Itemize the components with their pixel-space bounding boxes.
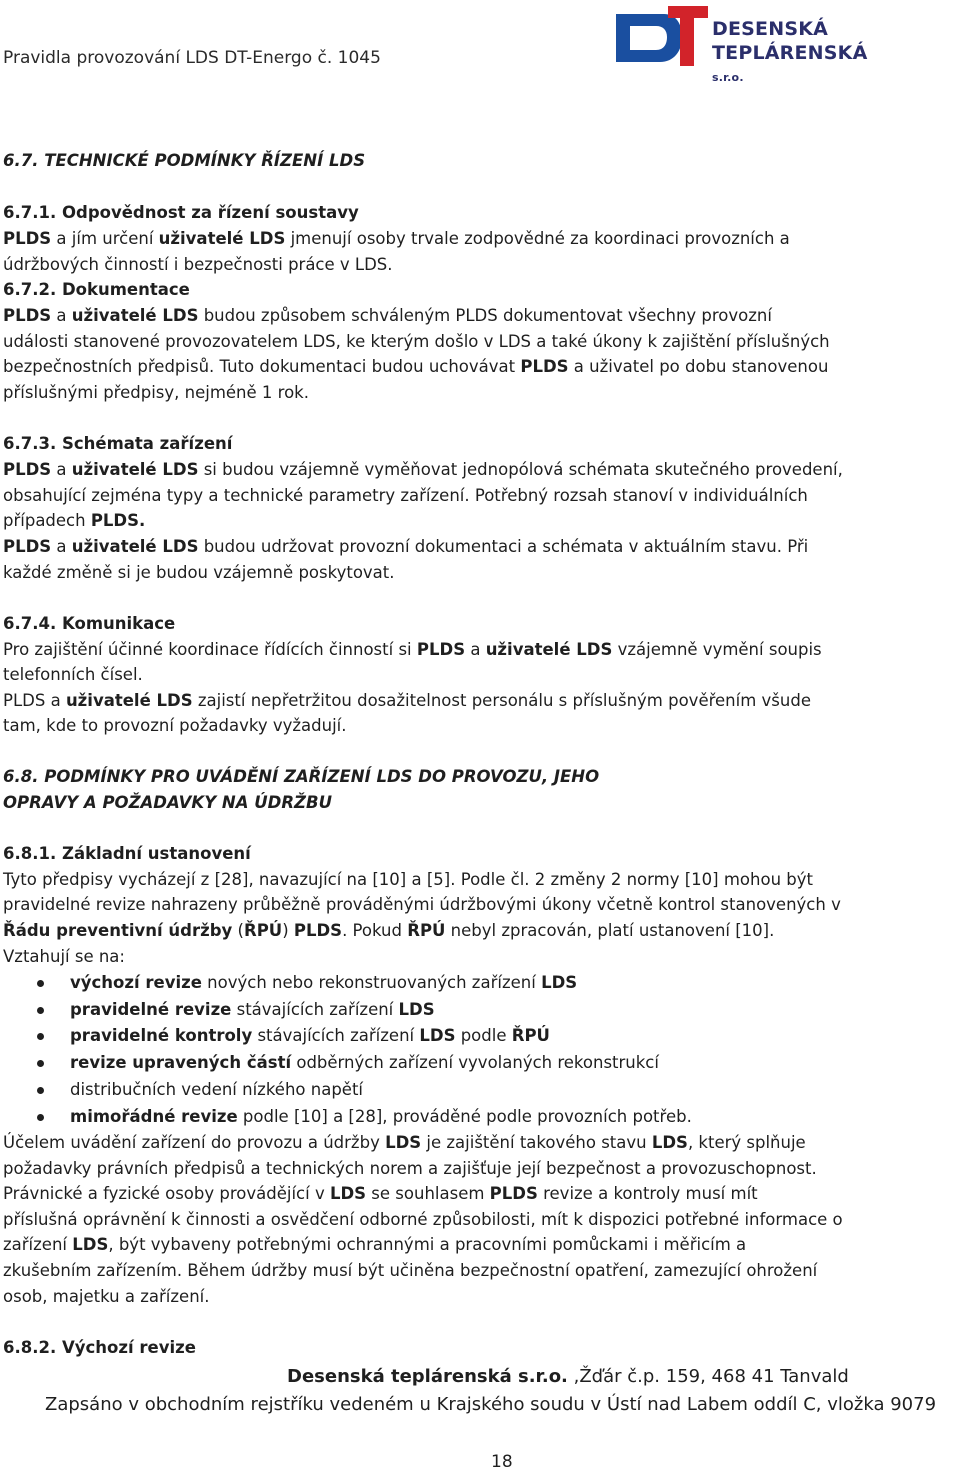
paragraph-line: každé změně si je budou vzájemně poskytovat.: [3, 563, 395, 582]
list-item: mimořádné revize podle [10] a [28], prováděné podle provozních potřeb.: [70, 1107, 692, 1126]
bullet-icon: [37, 1114, 44, 1121]
document-header-title: Pravidla provozování LDS DT-Energo č. 1045: [3, 48, 381, 68]
paragraph-line: Tyto předpisy vycházejí z [28], navazující na [10] a [5]. Podle čl. 2 změny 2 normy [10] mohou být: [3, 870, 813, 889]
paragraph-line: PLDS a jím určení uživatelé LDS jmenují osoby trvale zodpovědné za koordinaci provozních a: [3, 229, 790, 248]
paragraph-line: bezpečnostních předpisů. Tuto dokumentaci budou uchovávat PLDS a uživatel po dobu stanovenou: [3, 357, 829, 376]
page-number: 18: [491, 1452, 513, 1472]
paragraph-line: tam, kde to provozní požadavky vyžadují.: [3, 716, 347, 735]
paragraph-line: osob, majetku a zařízení.: [3, 1287, 210, 1306]
logo-line2: TEPLÁRENSKÁ s.r.o.: [712, 42, 868, 84]
section-title-6-7-2: 6.7.2. Dokumentace: [3, 280, 190, 299]
list-item: pravidelné kontroly stávajících zařízení LDS podle ŘPÚ: [70, 1026, 550, 1045]
section-title-6-8-line2: OPRAVY A POŽADAVKY NA ÚDRŽBU: [3, 793, 332, 812]
paragraph-line: PLDS a uživatelé LDS zajistí nepřetržitou dosažitelnost personálu s příslušným pověřením všude: [3, 691, 811, 710]
bullet-icon: [37, 1007, 44, 1014]
section-title-6-7-1: 6.7.1. Odpovědnost za řízení soustavy: [3, 203, 359, 222]
paragraph-line: PLDS a uživatelé LDS budou způsobem schváleným PLDS dokumentovat všechny provozní: [3, 306, 772, 325]
bullet-icon: [37, 1060, 44, 1067]
section-title-6-8-2: 6.8.2. Výchozí revize: [3, 1338, 196, 1357]
paragraph-line: zkušebním zařízením. Během údržby musí být učiněna bezpečnostní opatření, zamezující ohrožení: [3, 1261, 818, 1280]
logo-suffix: s.r.o.: [712, 71, 744, 84]
paragraph-line: Řádu preventivní údržby (ŘPÚ) PLDS. Pokud ŘPÚ nebyl zpracován, platí ustanovení [10].: [3, 921, 775, 940]
section-title-6-8-line1: 6.8. PODMÍNKY PRO UVÁDĚNÍ ZAŘÍZENÍ LDS DO PROVOZU, JEHO: [3, 767, 600, 786]
paragraph-line: události stanovené provozovatelem LDS, ke kterým došlo v LDS a také úkony k zajištění příslušných: [3, 332, 830, 351]
company-logo: [612, 4, 872, 84]
paragraph-line: telefonních čísel.: [3, 665, 143, 684]
logo-line1: DESENSKÁ: [712, 18, 829, 40]
paragraph-line: Vztahují se na:: [3, 947, 125, 966]
paragraph-line: příslušnými předpisy, nejméně 1 rok.: [3, 383, 309, 402]
list-item: pravidelné revize stávajících zařízení LDS: [70, 1000, 435, 1019]
paragraph-line: pravidelné revize nahrazeny průběžně prováděnými údržbovými úkony včetně kontrol stanovených v: [3, 895, 841, 914]
list-item: výchozí revize nových nebo rekonstruovaných zařízení LDS: [70, 973, 578, 992]
section-title-6-7-4: 6.7.4. Komunikace: [3, 614, 176, 633]
section-title-6-7-3: 6.7.3. Schémata zařízení: [3, 434, 233, 453]
paragraph-line: případech PLDS.: [3, 511, 146, 530]
paragraph-line: PLDS a uživatelé LDS budou udržovat provozní dokumentaci a schémata v aktuálním stavu. Při: [3, 537, 809, 556]
footer-registry-line: Zapsáno v obchodním rejstříku vedeném u Krajského soudu v Ústí nad Labem oddíl C, vložka 9079: [45, 1394, 937, 1415]
section-title-6-8-1: 6.8.1. Základní ustanovení: [3, 844, 251, 863]
paragraph-line: obsahující zejména typy a technické parametry zařízení. Potřebný rozsah stanoví v individuálních: [3, 486, 808, 505]
bullet-icon: [37, 1087, 44, 1094]
list-item: revize upravených částí odběrných zařízení vyvolaných rekonstrukcí: [70, 1053, 659, 1072]
section-title-6-7: 6.7. TECHNICKÉ PODMÍNKY ŘÍZENÍ LDS: [3, 151, 366, 170]
paragraph-line: PLDS a uživatelé LDS si budou vzájemně vyměňovat jednopólová schémata skutečného provedení,: [3, 460, 843, 479]
list-item: distribučních vedení nízkého napětí: [70, 1080, 364, 1099]
paragraph-line: požadavky právních předpisů a technických norem a zajišťuje její bezpečnost a provozuschopnost.: [3, 1159, 817, 1178]
bullet-icon: [37, 1033, 44, 1040]
footer-company-line: Desenská teplárenská s.r.o. ,Žďár č.p. 159, 468 41 Tanvald: [287, 1366, 849, 1387]
paragraph-line: Účelem uvádění zařízení do provozu a údržby LDS je zajištění takového stavu LDS, který splňuje: [3, 1133, 806, 1152]
dt-logo-mark-icon: [612, 4, 712, 70]
paragraph-line: zařízení LDS, být vybaveny potřebnými ochrannými a pracovními pomůckami i měřicím a: [3, 1235, 747, 1254]
paragraph-line: Právnické a fyzické osoby provádějící v LDS se souhlasem PLDS revize a kontroly musí mít: [3, 1184, 758, 1203]
paragraph-line: údržbových činností i bezpečnosti práce v LDS.: [3, 255, 393, 274]
paragraph-line: Pro zajištění účinné koordinace řídících činností si PLDS a uživatelé LDS vzájemně vymění soupis: [3, 640, 822, 659]
bullet-icon: [37, 980, 44, 987]
paragraph-line: příslušná oprávnění k činnosti a osvědčení odborné způsobilosti, mít k dispozici potřebné informace o: [3, 1210, 843, 1229]
